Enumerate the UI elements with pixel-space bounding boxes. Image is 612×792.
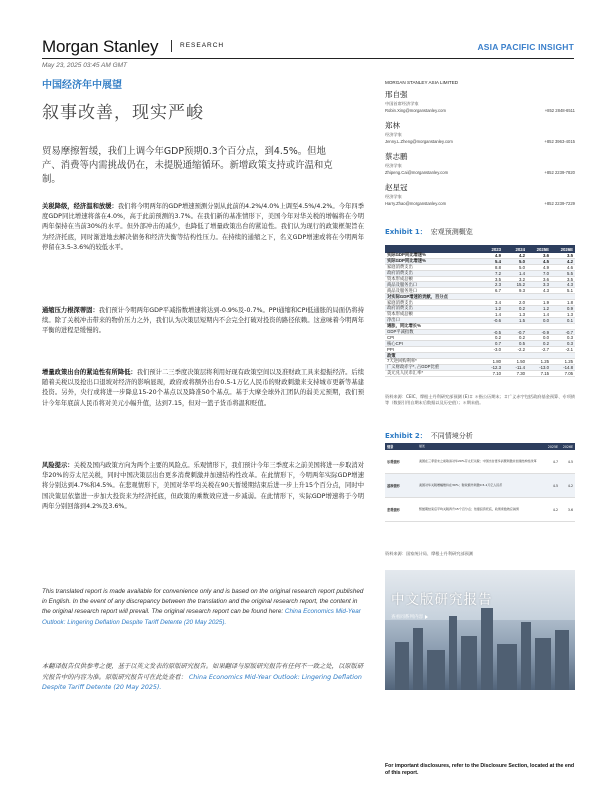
table-row <box>385 371 575 377</box>
table-cell: 1.25 <box>540 358 549 364</box>
table-cell: 3.5 <box>495 276 501 282</box>
disclaimer-chinese-text: 本翻译报告仅供参考之便，基于以英文发表的原版研究报告。如果翻译与原版研究报告有任何不一致之处，以原版研究报告中的内容为准。原版研究报告可在此处查看： <box>42 663 364 681</box>
table-cell: -12.3 <box>491 364 501 370</box>
table-cell: -3.0 <box>493 347 501 353</box>
table-cell: 2.0 <box>519 300 525 306</box>
table-row-label: 7天逆回购利率* <box>387 358 417 364</box>
table-cell: 0.7 <box>495 341 501 347</box>
table-cell: 0.9 <box>567 305 573 311</box>
table-cell: 0.1 <box>567 317 573 323</box>
analyst-card <box>385 120 575 144</box>
table-cell: 1.4 <box>519 270 525 276</box>
table-header-cell: 2023 <box>491 246 501 252</box>
table-cell: 1.4 <box>495 311 501 317</box>
scenario-name: 悲观情形 <box>387 508 400 512</box>
table-cell: 1.8 <box>567 300 573 306</box>
table-cell: 0.2 <box>543 341 549 347</box>
exhibit-2-source: 资料来源：国家统计局、摩根士丹利研究部预测 <box>385 551 473 556</box>
table-cell: 15.2 <box>516 282 525 288</box>
analyst-email[interactable]: Zhipeng.Cai@morganstanley.com <box>385 170 449 175</box>
table-cell: -13.0 <box>539 364 549 370</box>
table-cell: 8.8 <box>495 264 501 270</box>
table-cell: -14.8 <box>563 364 573 370</box>
header-rule <box>42 58 574 59</box>
paragraph-2-text: 我们预计今明两年GDP平减指数增速将达到-0.9%及-0.7%。PPI通缩和CPI低通胀的局面仍将持续。除了关税冲击带来的物价压力之外，我们认为决策层短期内不会完全打破对投资的路径依赖。这意味着今明两年平衡的进程是缓慢的。 <box>42 307 365 335</box>
paragraph-1 <box>42 202 364 253</box>
table-row-label: 资本形成总额 <box>387 276 413 282</box>
skyline-building <box>481 608 493 690</box>
table-cell: 0.0 <box>543 317 549 323</box>
table-cell: 2.3 <box>495 282 501 288</box>
analyst-email[interactable]: Jenny.L.Zheng@morganstanley.com <box>385 139 453 144</box>
analyst-contact <box>385 108 575 113</box>
table-cell: 3.5 <box>567 252 573 258</box>
analyst-phone: +852 2239-7820 <box>544 170 575 175</box>
table-cell: -2.1 <box>565 347 573 353</box>
disclaimer-chinese <box>42 662 364 694</box>
table-cell: 3.3 <box>543 282 549 288</box>
analyst-contact <box>385 139 575 144</box>
table-cell: 0.5 <box>519 341 525 347</box>
scenario-value: 4.2 <box>552 507 558 512</box>
table-cell: 9.3 <box>519 288 525 294</box>
table-cell: 4.9 <box>495 252 501 258</box>
table-cell: 5.4 <box>495 258 501 264</box>
table-cell: 5.0 <box>519 258 525 264</box>
table-cell: 4.3 <box>543 288 549 294</box>
report-headline: 叙事改善，现实严峻 <box>42 103 204 123</box>
analyst-email[interactable]: Harry.Zhao@morganstanley.com <box>385 201 447 206</box>
table-row-label: 家庭消费支出 <box>387 264 413 270</box>
table-cell: -2.2 <box>517 347 525 353</box>
table-cell: 7.2 <box>495 270 501 276</box>
banner-link-label: 查看同系列内容 <box>391 615 424 620</box>
exhibit-2-title <box>385 431 473 441</box>
table-cell: 1.3 <box>519 311 525 317</box>
scenario-row <box>385 450 575 474</box>
exhibit-1-title <box>385 227 473 237</box>
skyline-building <box>449 616 457 690</box>
report-series: 中国经济年中展望 <box>42 80 122 91</box>
disclaimer-english <box>42 587 364 628</box>
table-cell: -0.7 <box>517 329 525 335</box>
banner-title: 中文版研究报告 <box>391 592 493 608</box>
table-row-label: 对实际GDP增速的贡献，百分点 <box>387 293 448 299</box>
banner-link[interactable] <box>391 614 428 620</box>
table-cell: 5.1 <box>567 288 573 294</box>
analyst-phone: +852 2848-6511 <box>544 108 575 113</box>
table-cell: 4.3 <box>567 282 573 288</box>
table-row-label: 通胀，同比增长% <box>387 323 421 329</box>
analyst-card <box>385 151 575 175</box>
table-cell: 0.2 <box>495 335 501 341</box>
table-row-label: 核心CPI <box>387 340 403 346</box>
table-row-label: 净出口 <box>387 317 400 323</box>
table-cell: 7.0 <box>543 270 549 276</box>
table-cell: -11.4 <box>515 364 525 370</box>
scenario-description: 暂缓期结束后平均关税再升15个百分点；依靠投资托底，政策乘数效应减弱 <box>419 506 519 511</box>
table-cell: 1.4 <box>543 311 549 317</box>
table-cell: 5.5 <box>567 270 573 276</box>
skyline-building <box>427 650 445 690</box>
scenario-row <box>385 498 575 522</box>
scenario-header-cell: 情景 <box>387 445 394 449</box>
brand-logo: Morgan Stanley <box>42 37 159 56</box>
table-cell: 3.6 <box>543 252 549 258</box>
report-lede: 贸易摩擦暂缓，我们上调今年GDP预期0.3个百分点，到4.5%。但地产、消费等内需挑战仍在，未提脱通缩循环。新增政策支持或许温和克制。 <box>42 146 333 185</box>
analyst-email[interactable]: Robin.Xing@morganstanley.com <box>385 108 446 113</box>
exhibit-1-source: 资料来源：CEIC、摩根士丹利研究部预测 (E)＃ ＊指公历期末；＃广义赤字包括政府基金预算、专项债等（数据引用自期末后数据以及历史值）；＊期末值。 <box>385 394 575 405</box>
scenario-table <box>385 443 575 522</box>
original-report-link[interactable]: China Economics Mid-Year Outlook: Lingering Deflation Despite Tariff Detente (20 May 2025). <box>42 608 361 626</box>
paragraph-2-lead: 通缩压力根深蒂固： <box>42 307 99 314</box>
table-cell: 7.05 <box>564 370 573 376</box>
table-cell: 1.3 <box>567 311 573 317</box>
table-cell: 1.5 <box>519 317 525 323</box>
table-cell: -2.7 <box>541 347 549 353</box>
analyst-card <box>385 89 575 113</box>
skyline-building <box>395 642 409 690</box>
table-cell: 3.4 <box>495 300 501 306</box>
table-header-cell: 2026E <box>560 246 573 252</box>
skyline-building <box>497 644 517 690</box>
analyst-name: 邢自强 <box>385 90 408 99</box>
scenario-row <box>385 474 575 498</box>
disclaimer-english-text: This translated report is made available for convenience only and is based on the original research report published in English. In the event of any discrepancy between the translation and the original research report, the content in the original research report will prevail. The original research report can be found here: <box>42 588 364 616</box>
analyst-phone: +852 2239-7229 <box>544 201 575 206</box>
table-header-cell: 2024 <box>515 246 525 252</box>
table-cell: 7.15 <box>540 370 549 376</box>
table-cell: 1.50 <box>516 358 525 364</box>
original-report-link-cn[interactable]: China Economics Mid-Year Outlook: Lingering Deflation Despite Tariff Detente (20 May 2025). <box>42 673 362 691</box>
paragraph-3-lead: 增量政策出台的紧迫性有所降低： <box>42 369 137 376</box>
table-cell: 4.2 <box>519 252 525 258</box>
table-cell: 3.5 <box>567 276 573 282</box>
skyline-building <box>521 622 531 690</box>
exhibit-2-label: Exhibit 2： <box>385 432 427 440</box>
table-cell: 0.2 <box>519 335 525 341</box>
table-row-label: 政策 <box>387 352 396 358</box>
table-row-label: 商品及服务出口 <box>387 281 418 287</box>
table-cell: 3.2 <box>519 276 525 282</box>
table-row-label: 政府消费支出 <box>387 270 413 276</box>
analyst-title: 中国首席经济学家 <box>385 101 419 106</box>
scenario-value: 4.5 <box>567 459 573 464</box>
table-cell: 5.0 <box>519 264 525 270</box>
skyline-building <box>413 628 423 690</box>
table-row-label: 商品及服务进口 <box>387 287 418 293</box>
table-header-cell: 2025E <box>536 246 549 252</box>
table-row-label: 政府消费支出 <box>387 305 413 311</box>
section-label: RESEARCH <box>180 42 225 49</box>
table-cell: 4.6 <box>567 264 573 270</box>
brand-divider <box>171 40 172 52</box>
exhibit-2-caption: 不同情境分析 <box>430 432 473 440</box>
table-cell: 6.7 <box>495 288 501 294</box>
table-row-label: 家庭消费支出 <box>387 299 413 305</box>
table-cell: 4.9 <box>543 264 549 270</box>
analyst-contact <box>385 201 575 206</box>
analyst-name: 赵星冠 <box>385 183 408 192</box>
analyst-title: 经济学家 <box>385 163 402 168</box>
paragraph-2 <box>42 306 364 337</box>
skyline-building <box>535 638 551 690</box>
analyst-title: 经济学家 <box>385 194 402 199</box>
table-cell: 4.2 <box>567 258 573 264</box>
exhibit-1-label: Exhibit 1： <box>385 228 427 236</box>
table-cell: 0.0 <box>543 335 549 341</box>
table-cell: 0.3 <box>567 335 573 341</box>
analyst-contact <box>385 170 575 175</box>
scenario-value: 4.5 <box>552 483 558 488</box>
table-row-label: 广义财政赤字*, 占GDP比重 <box>387 364 440 370</box>
paragraph-1-lead: 关税降级，经济温和放缓： <box>42 203 118 210</box>
table-cell: -0.9 <box>541 329 549 335</box>
scenario-description: 美国对华关税增幅维持在30%；财政额外刺激0.5-1万亿人民币 <box>419 482 503 487</box>
table-cell: 7.10 <box>492 370 501 376</box>
series-tag: ASIA PACIFIC INSIGHT <box>477 42 574 52</box>
macro-forecast-table <box>385 245 575 377</box>
table-row-label: GDP平减指数 <box>387 329 414 335</box>
paragraph-4-text: 关税及国内政策方向为两个主要的风险点。乐观情形下，我们预计今年三季度末之前美国将进一步取消对华20%的芬太尼关税，同时中国决策层出台更多消费刺激并加速结构性改革。在此情形下，今明两年实际GDP增速将分别达到4.7%和4.5%。在悲观情形下，美国对华平均关税在90天暂缓期结束后进一步上升15个百分点，同时中国决策层依靠进一步加大投资来为经济托底，但政策的乘数效应进一步减弱。在此情形下，实际GDP增速将于今明两年分别回落到4.2%及3.6%。 <box>42 462 365 510</box>
analyst-name: 蔡志鹏 <box>385 152 408 161</box>
table-cell: -0.6 <box>493 317 501 323</box>
table-row-label: CPI <box>387 335 395 341</box>
scenario-value: 3.6 <box>567 507 573 512</box>
table-cell: 1.25 <box>564 358 573 364</box>
paragraph-3 <box>42 368 364 409</box>
table-cell: 1.80 <box>492 358 501 364</box>
scenario-header-row <box>385 443 575 450</box>
publish-date: May 23, 2025 03:45 AM GMT <box>42 62 128 69</box>
scenario-value: 4.7 <box>552 459 558 464</box>
table-cell: -0.7 <box>565 329 573 335</box>
table-row-label: PPI <box>387 347 394 353</box>
scenario-description: 美国在三季度末之前取消对华20%芬太尼关税；中国出台更多消费刺激并加速结构性改革 <box>419 458 537 463</box>
table-cell: 1.2 <box>495 305 501 311</box>
analyst-firm: MORGAN STANLEY ASIA LIMITED <box>385 80 459 85</box>
table-row-label: 实际GDP同比增速% <box>387 258 426 264</box>
table-cell: 7.30 <box>516 370 525 376</box>
table-cell: 0.2 <box>519 305 525 311</box>
skyline-building <box>461 636 477 690</box>
table-cell: -0.5 <box>493 329 501 335</box>
table-cell: 1.9 <box>543 300 549 306</box>
scenario-header-cell: 2026E <box>562 444 573 449</box>
table-row-label: 美元兑人民币汇率* <box>387 370 424 376</box>
paragraph-4-lead: 风险提示： <box>42 462 74 469</box>
analyst-title: 经济学家 <box>385 132 402 137</box>
scenario-header-cell: 2025E <box>547 444 558 449</box>
table-row-label: 资本形成总额 <box>387 311 413 317</box>
table-cell: 0.3 <box>567 341 573 347</box>
scenario-value: 4.2 <box>567 483 573 488</box>
paragraph-3-text: 我们预计二三季度决策层将利用好现有政策空间以及准财政工具来提振经济。后续随着关税以及抢出口退坡对经济的影响显现，政府或将额外出台0.5-1万亿人民币的财政刺激来支持城市更新等基建投资。另外，央行或将进一步降息15-20个基点以及降准50个基点。基于大摩全球外汇团队的弱美元预期，我们预计今年年底前人民币将对美元小幅升值，达到7.15，但对一篮子货币将温和贬值。 <box>42 369 365 407</box>
table-cell: 4.5 <box>543 258 549 264</box>
scenario-name: 乐观情形 <box>387 460 400 464</box>
exhibit-1-caption: 宏观预测概览 <box>430 228 473 236</box>
scenario-name: 基准情形 <box>387 484 400 488</box>
skyline-building <box>555 630 569 690</box>
paragraph-1-text: 我们将今明两年的GDP增速预测分别从此前的4.2%/4.0%上调至4.5%/4.2%。今年四季度GDP同比增速将落在4.0%，高于此前预测的3.7%。在我们新的基准情形下，美国今年对华关税的增幅将在今明两年保持在当前30%的水平。但外部冲击的减少，也降低了增量政策出台的紧迫性。我们认为现行的政策框架旨在为经济托底，同时渐进地去解决债务和经济失衡等结构性压力。在持续的通缩之下，名义GDP增速或将在今明两年停留在3.5-3.6%的较低水平。 <box>42 203 365 251</box>
paragraph-4 <box>42 461 364 512</box>
scenario-header-cell: 描述 <box>419 443 426 448</box>
analyst-card <box>385 182 575 206</box>
table-cell: 1.2 <box>543 305 549 311</box>
analyst-name: 郑林 <box>385 121 400 130</box>
disclosure-note: For important disclosures, refer to the Disclosure Section, located at the end of this report. <box>385 763 575 776</box>
analyst-phone: +852 3963-4015 <box>544 139 575 144</box>
table-row-label: 实际GDP同比增速% <box>387 252 426 258</box>
arrow-right-icon <box>425 615 428 619</box>
chinese-reports-banner[interactable] <box>385 570 575 690</box>
table-cell: 3.6 <box>543 276 549 282</box>
